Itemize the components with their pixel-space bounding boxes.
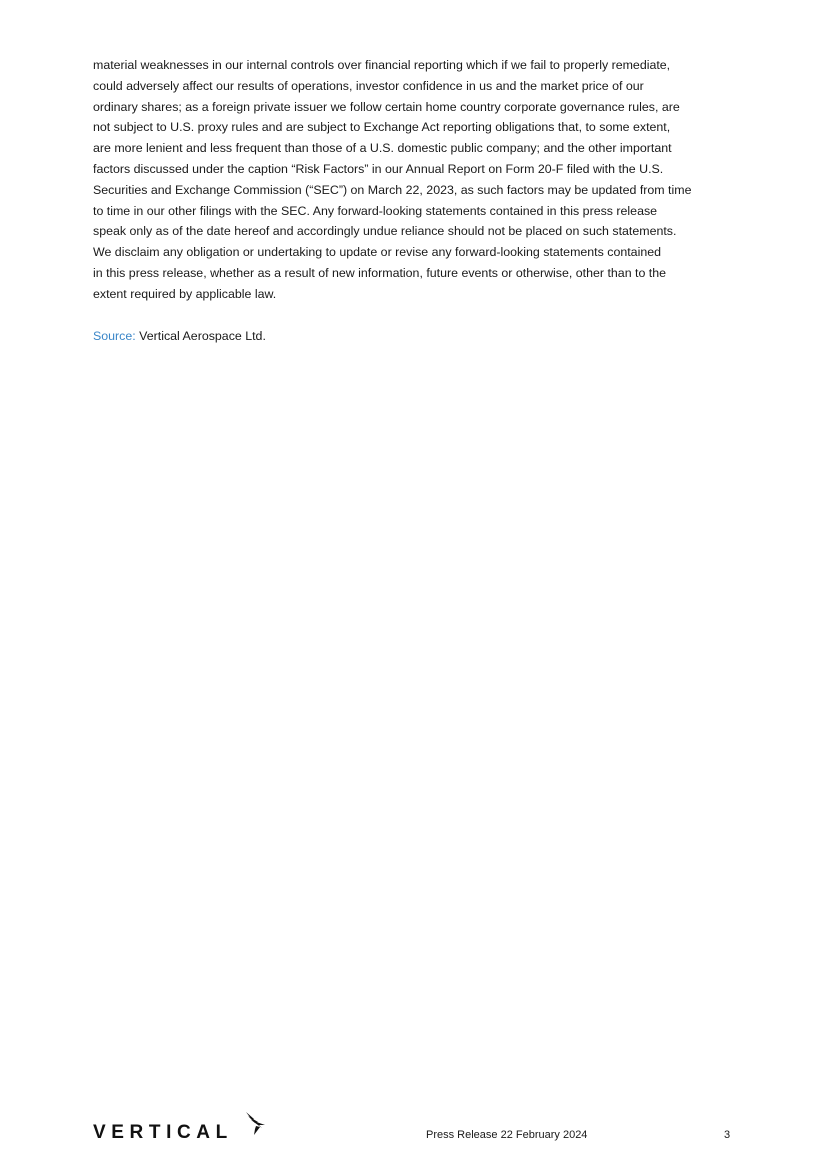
paragraph-line: We disclaim any obligation or undertaking to update or revise any forward-looking statements contained — [93, 245, 661, 260]
paragraph-line: factors discussed under the caption “Risk Factors” in our Annual Report on Form 20-F filed with the U.S. — [93, 161, 664, 176]
page-number: 3 — [724, 1129, 731, 1141]
footer-document-label: Press Release 22 February 2024 — [426, 1129, 588, 1141]
source-line — [93, 326, 266, 346]
paragraph-line: speak only as of the date hereof and accordingly undue reliance should not be placed on such statements. — [93, 224, 677, 239]
source-label: Source: — [93, 329, 136, 343]
page-footer — [0, 1110, 825, 1150]
paragraph-line: material weaknesses in our internal controls over financial reporting which if we fail to properly remediate, — [93, 58, 671, 72]
paragraph-line: in this press release, whether as a result of new information, future events or otherwise, other than to the — [93, 265, 667, 280]
logo-wordmark: VERTICAL — [93, 1122, 233, 1143]
source-value: Vertical Aerospace Ltd. — [139, 329, 266, 343]
paragraph-line: are more lenient and less frequent than those of a U.S. domestic public company; and the other important — [93, 141, 672, 156]
paragraph-line: extent required by applicable law. — [93, 286, 277, 301]
disclaimer-paragraph — [93, 55, 743, 305]
paragraph-line: ordinary shares; as a foreign private issuer we follow certain home country corporate governance rules, are — [93, 99, 680, 114]
paragraph-line: to time in our other filings with the SEC. Any forward-looking statements contained in this press release — [93, 203, 658, 218]
paragraph-line: could adversely affect our results of operations, investor confidence in us and the market price of our — [93, 78, 644, 93]
paragraph-line: Securities and Exchange Commission (“SEC”) on March 22, 2023, as such factors may be updated from time — [93, 182, 692, 197]
bird-icon — [243, 1110, 269, 1136]
paragraph-line: not subject to U.S. proxy rules and are subject to Exchange Act reporting obligations that, to some extent, — [93, 120, 671, 135]
